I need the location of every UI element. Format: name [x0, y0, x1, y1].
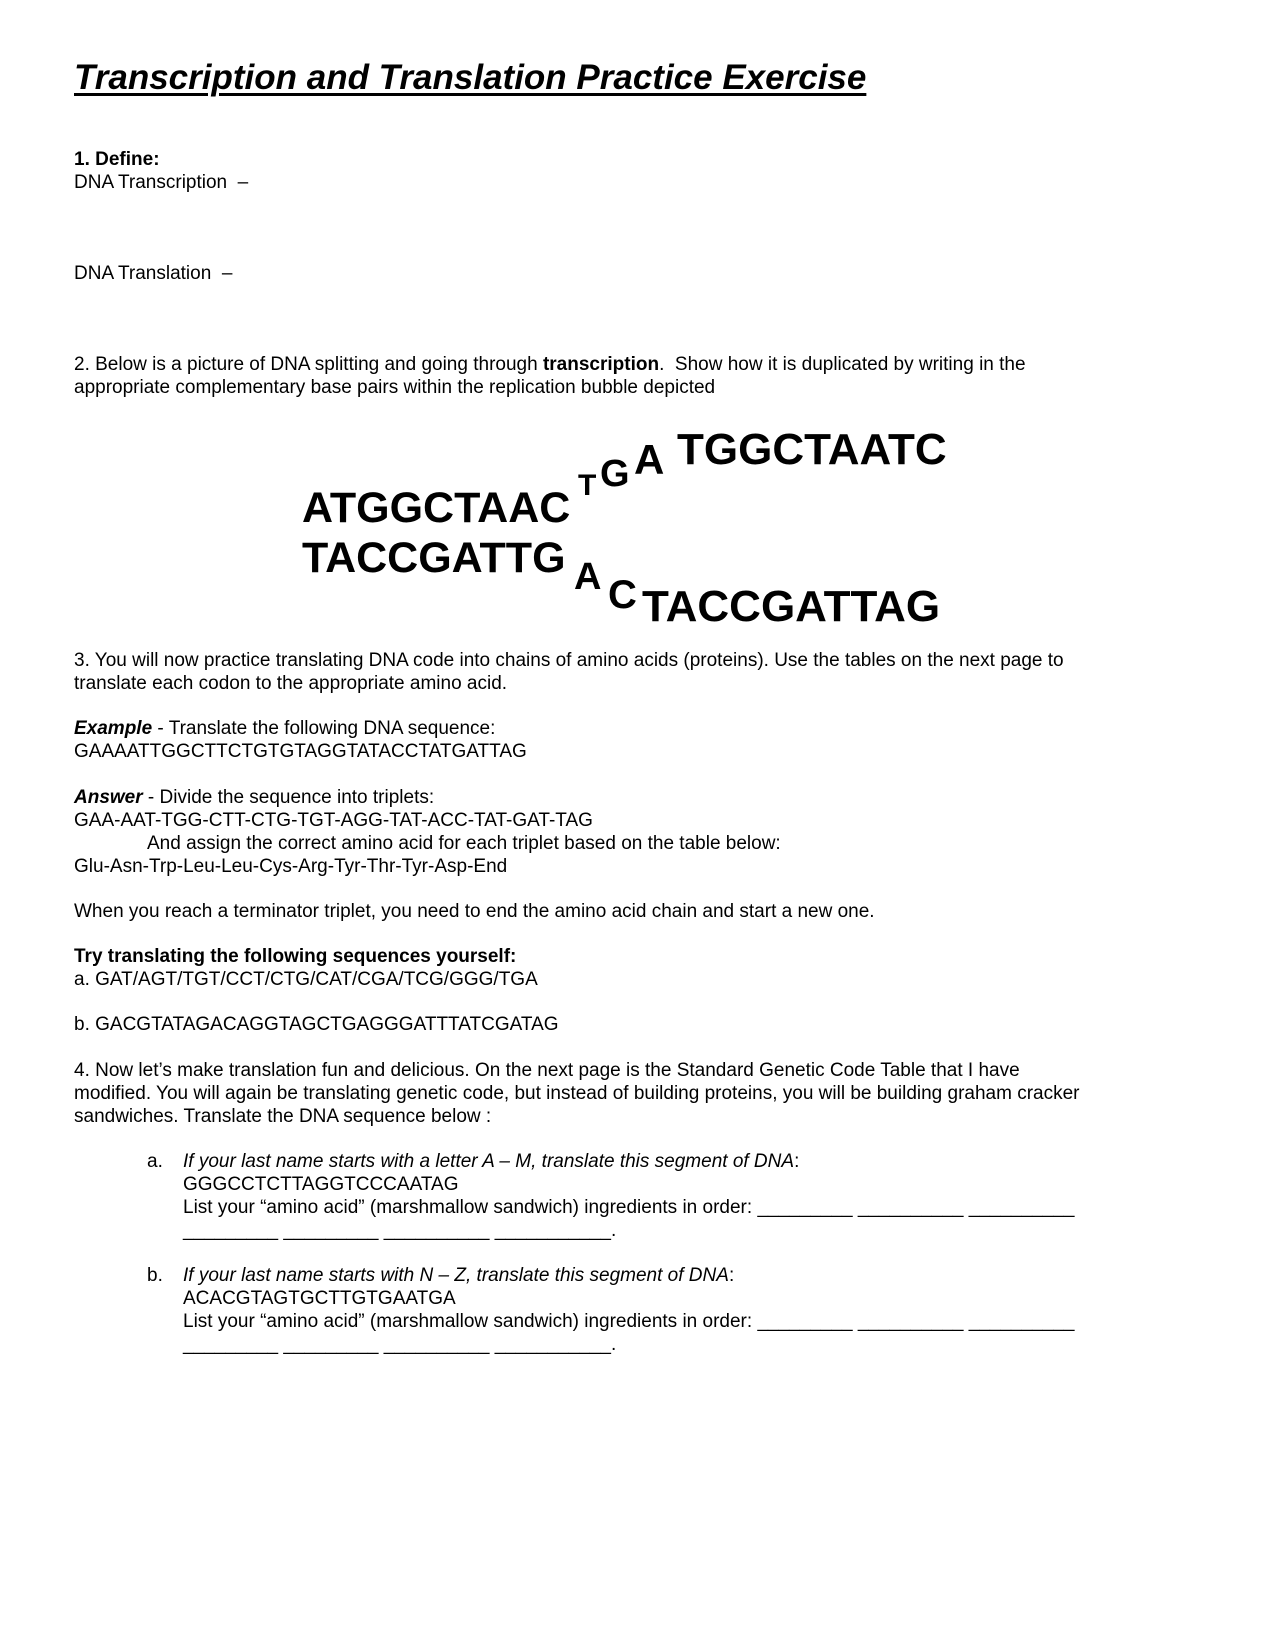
- dna-top-t: T: [578, 469, 597, 502]
- dna-top-left-strand: ATGGCTAAC: [302, 484, 571, 532]
- q2-line2: appropriate complementary base pairs within the replication bubble depicted: [74, 377, 716, 398]
- answer-label: Answer: [74, 787, 143, 808]
- q2-line1-bold: transcription: [542, 354, 660, 375]
- dna-top-right-strand: TGGCTAATC: [677, 425, 947, 474]
- q1-term-translation: DNA Translation –: [74, 263, 233, 284]
- q3-example: [74, 717, 495, 740]
- q4a-instruction-text: If your last name starts with a letter A – M, translate this segment of DNA: [183, 1151, 795, 1172]
- page-title: Transcription and Translation Practice Exercise: [74, 58, 867, 97]
- q1-heading: 1. Define:: [74, 149, 160, 170]
- dna-top-a: A: [634, 436, 665, 483]
- q4b-answer-blanks[interactable]: _________ _________ __________ ___________.: [183, 1334, 617, 1355]
- q4b-marker: b.: [147, 1265, 163, 1286]
- q4a-list-prompt: List your “amino acid” (marshmallow sandwich) ingredients in order: _________ __________ __________: [183, 1197, 1075, 1218]
- dna-bottom-right-strand: TACCGATTAG: [642, 582, 941, 631]
- dna-top-g: G: [600, 453, 630, 495]
- q2-line1-pre: 2. Below is a picture of DNA splitting and going through: [74, 354, 543, 375]
- q4a-colon: :: [794, 1151, 800, 1172]
- q4b-instruction-text: If your last name starts with N – Z, translate this segment of DNA: [183, 1265, 729, 1286]
- terminator-note: When you reach a terminator triplet, you need to end the amino acid chain and start a new one.: [74, 901, 875, 922]
- dna-bottom-a: A: [574, 556, 602, 598]
- try-heading: Try translating the following sequences yourself:: [74, 946, 517, 967]
- q4a-marker: a.: [147, 1151, 163, 1172]
- q4-line1: 4. Now let’s make translation fun and delicious. On the next page is the Standard Genetic Code Table that I have: [74, 1060, 1020, 1081]
- answer-text: - Divide the sequence into triplets:: [142, 787, 435, 808]
- q4b-colon: :: [728, 1265, 735, 1286]
- dna-bottom-c: C: [608, 573, 637, 617]
- q4b-list-prompt: List your “amino acid” (marshmallow sandwich) ingredients in order: _________ __________ __________: [183, 1311, 1075, 1332]
- q4a-sequence: GGGCCTCTTAGGTCCCAATAG: [183, 1174, 459, 1195]
- q2-line1-post: . Show how it is duplicated by writing in the: [659, 354, 1026, 375]
- example-text: - Translate the following DNA sequence:: [152, 718, 496, 739]
- dna-bottom-left-strand: TACCGATTG: [302, 534, 566, 582]
- example-sequence: GAAAATTGGCTTCTGTGTAGGTATACCTATGATTAG: [74, 741, 527, 762]
- q3-line2: translate each codon to the appropriate amino acid.: [74, 673, 508, 694]
- q4a-instruction: [183, 1150, 799, 1173]
- q4-line3: sandwiches. Translate the DNA sequence below :: [74, 1106, 492, 1127]
- answer-triplets: GAA-AAT-TGG-CTT-CTG-TGT-AGG-TAT-ACC-TAT-GAT-TAG: [74, 810, 593, 831]
- amino-chain: Glu-Asn-Trp-Leu-Leu-Cys-Arg-Tyr-Thr-Tyr-Asp-End: [74, 856, 508, 877]
- q4b-instruction: [183, 1264, 734, 1287]
- q2-line1: [74, 353, 1026, 376]
- q4a-answer-blanks[interactable]: _________ _________ __________ ___________.: [183, 1220, 617, 1241]
- q1-term-transcription: DNA Transcription –: [74, 172, 249, 193]
- sequence-b: b. GACGTATAGACAGGTAGCTGAGGGATTTATCGATAG: [74, 1014, 559, 1035]
- q3-line1: 3. You will now practice translating DNA code into chains of amino acids (proteins). Use the tables on the next page to: [74, 650, 1064, 671]
- q4-line2: modified. You will again be translating genetic code, but instead of building proteins, you will be building graham cracker: [74, 1083, 1080, 1104]
- assign-text: And assign the correct amino acid for each triplet based on the table below:: [147, 833, 781, 854]
- q4b-sequence: ACACGTAGTGCTTGTGAATGA: [183, 1288, 456, 1309]
- example-label: Example: [74, 718, 153, 739]
- sequence-a: a. GAT/AGT/TGT/CCT/CTG/CAT/CGA/TCG/GGG/TGA: [74, 969, 538, 990]
- q3-answer: [74, 786, 434, 809]
